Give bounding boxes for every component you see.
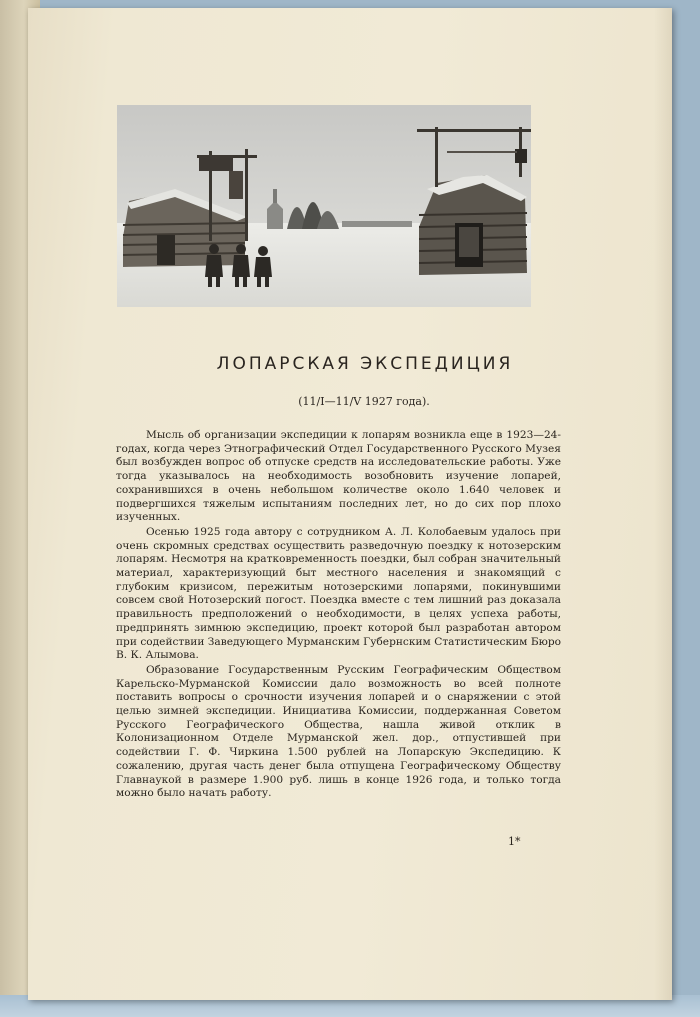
page-subtitle-dates: (11/I—11/V 1927 года). xyxy=(298,395,430,408)
photo-lapp-village-winter xyxy=(117,105,531,307)
page-edge-shadow xyxy=(654,8,672,1000)
paragraph-3: Образование Государственным Русским Географическим Обществом Карельско-Мурманской Комиссии дало возможность во всей полноте поставить вопросы о срочности изучения лопарей и о снаряжении с этой целью зимней экспедиции. Инициатива Комиссии, поддержанная Советом Русского Географического Общества, нашла живой отклик в Колонизационном Отделе Мурманской жел. дор., отпустившей при содействии Г. Ф. Чиркина 1.500 рублей на Лопарскую Экспедицию. К сожалению, другая часть денег была отпущена Географическому Обществу Главнаукой в размере 1.900 руб. лишь в конце 1926 года, и только тогда можно было начать работу. xyxy=(116,663,561,800)
body-text xyxy=(116,429,561,801)
photo-illustration xyxy=(117,105,531,307)
paragraph-2: Осенью 1925 года автору с сотрудником А. Л. Колобаевым удалось при очень скромных средствах осуществить разведочную поездку к нотозерским лопарям. Несмотря на кратковременность поездки, был собран значительный материал, характеризующий быт местного населения и знакомящий с глубоким кризисом, пережитым нотозерскими лопарями, покинувшими совсем свой Нотозерский погост. Поездка вместе с тем лишний раз доказала правильность предположений о необходимости, в целях успеха работы, предпринять зимнюю экспедицию, проект которой был разработан автором при содействии Заведующего Мурманским Губернским Статистическим Бюро В. К. Алымова. xyxy=(116,525,561,662)
paragraph-1: Мысль об организации экспедиции к лопарям возникла еще в 1923—24-годах, когда через Этнографический Отдел Государственного Русского Музея был возбужден вопрос об отпуске средств на исследовательские работы. Уже тогда указывалось на необходимость возобновить изучение лопарей, сохранившихся в очень небольшом количестве около 1.640 человек и подвергшихся тяжелым испытаниям последних лет, но до сих пор плохо изученных. xyxy=(116,429,561,524)
page-title: ЛОПАРСКАЯ ЭКСПЕДИЦИЯ xyxy=(216,354,514,374)
document-page xyxy=(28,8,672,1000)
signature-mark: 1* xyxy=(508,835,521,848)
